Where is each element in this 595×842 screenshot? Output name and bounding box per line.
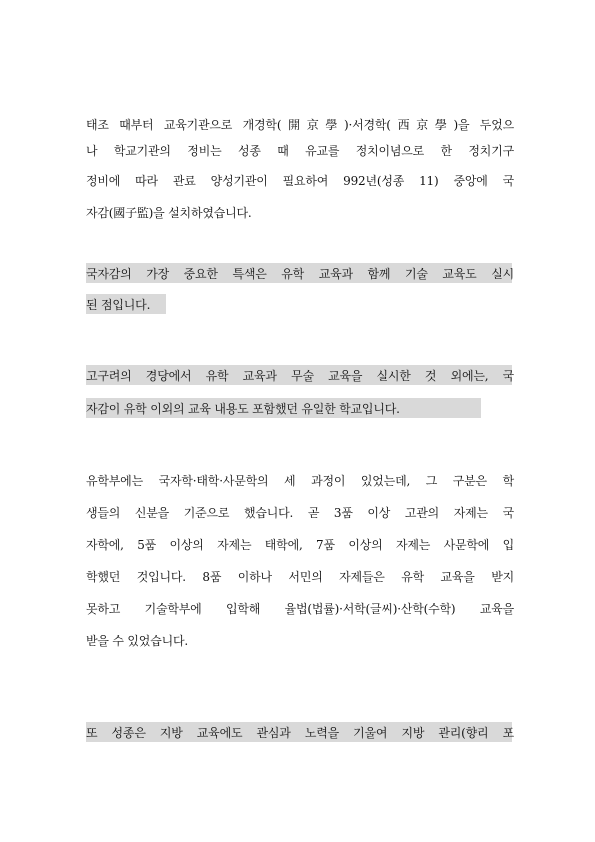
- paragraph-1-line-1: 태조 때부터 교육기관으로 개경학(開京學)·서경학(西京學)을 두었으: [86, 118, 514, 132]
- paragraph-2-line-1: 국자감의 가장 중요한 특색은 유학 교육과 함께 기술 교육도 실시: [86, 267, 514, 281]
- paragraph-4-line-5: 못하고 기술학부에 입학해 율법(법률)·서학(글씨)·산학(수학) 교육을: [86, 602, 514, 616]
- paragraph-3-line-1: 고구려의 경당에서 유학 교육과 무술 교육을 실시한 것 외에는, 국: [86, 369, 514, 383]
- paragraph-4-line-4: 학했던 것입니다. 8품 이하나 서민의 자제들은 유학 교육을 받지: [86, 570, 514, 584]
- paragraph-1-line-4: 자감(國子監)을 설치하였습니다.: [86, 206, 252, 220]
- paragraph-2-line-2: 된 점입니다.: [86, 298, 151, 312]
- paragraph-4-line-1: 유학부에는 국자학·태학·사문학의 세 과정이 있었는데, 그 구분은 학: [86, 474, 514, 488]
- paragraph-4-line-2: 생들의 신분을 기준으로 했습니다. 곧 3품 이상 고관의 자제는 국: [86, 506, 514, 520]
- paragraph-3-line-2: 자감이 유학 이외의 교육 내용도 포함했던 유일한 학교입니다.: [86, 402, 400, 416]
- paragraph-4-line-3: 자학에, 5품 이상의 자제는 태학에, 7품 이상의 자제는 사문학에 입: [86, 538, 514, 552]
- paragraph-5-line-1: 또 성종은 지방 교육에도 관심과 노력을 기울여 지방 관리(향리 포: [86, 726, 514, 740]
- paragraph-4-line-6: 받을 수 있었습니다.: [86, 634, 188, 648]
- paragraph-1-line-2: 나 학교기관의 정비는 성종 때 유교를 정치이념으로 한 정치기구: [86, 144, 514, 158]
- paragraph-1-line-3: 정비에 따라 관료 양성기관이 필요하여 992년(성종 11) 중앙에 국: [86, 174, 514, 188]
